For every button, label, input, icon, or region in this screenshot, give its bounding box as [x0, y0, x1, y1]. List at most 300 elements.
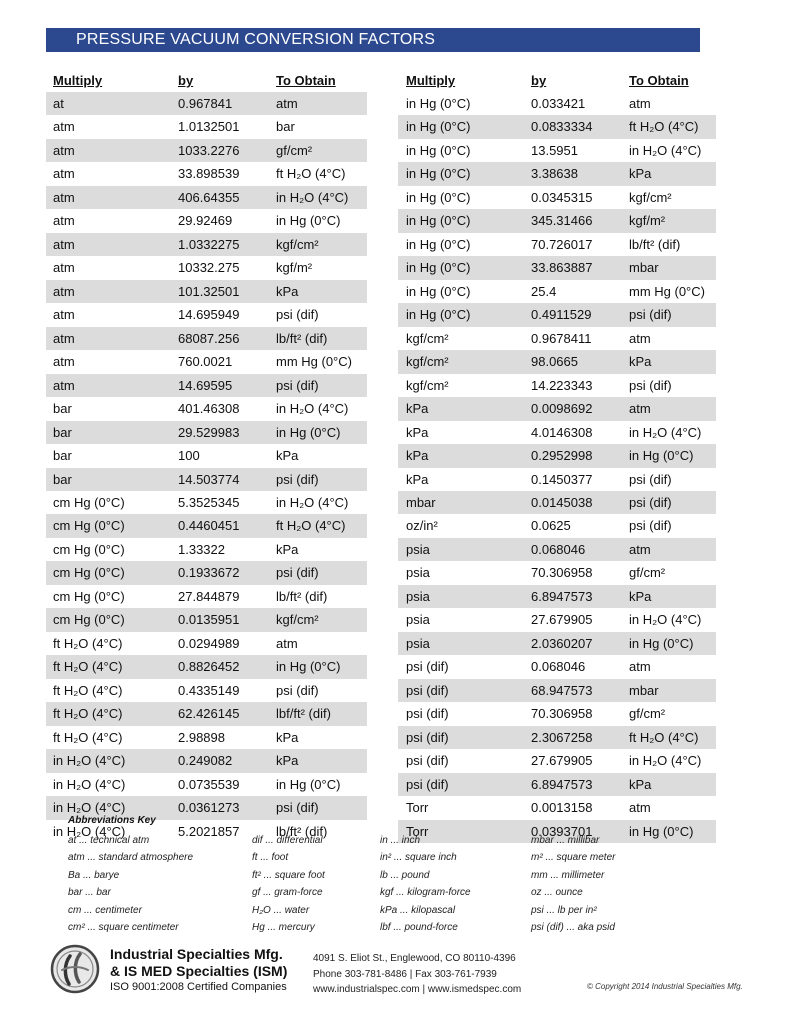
multiply-cell: atm	[53, 283, 75, 299]
header-by: by	[178, 73, 194, 88]
website-links[interactable]: www.industrialspec.com | www.ismedspec.com	[313, 984, 522, 995]
table-row	[46, 303, 367, 326]
table-row	[398, 421, 716, 444]
abbreviation-item: in² ... square inch	[380, 852, 457, 864]
factor-cell: 3.38638	[531, 166, 578, 182]
table-row	[46, 632, 367, 655]
obtain-cell: atm	[629, 800, 651, 816]
factor-cell: 1.0132501	[178, 119, 240, 135]
obtain-cell: in Hg (0°C)	[276, 776, 341, 792]
header-multiply: Multiply	[53, 73, 103, 88]
contact-info	[313, 951, 521, 998]
multiply-cell: psi (dif)	[406, 729, 449, 745]
table-row	[398, 233, 716, 256]
abbreviation-item: psi (dif) ... aka psid	[531, 921, 615, 933]
obtain-cell: ft H₂O (4°C)	[629, 119, 699, 135]
multiply-cell: Torr	[406, 800, 429, 816]
page-title: PRESSURE VACUUM CONVERSION FACTORS	[46, 28, 700, 52]
table-row	[46, 773, 367, 796]
table-row	[398, 374, 716, 397]
table-row	[46, 233, 367, 256]
obtain-cell: in Hg (0°C)	[276, 424, 341, 440]
factor-cell: 0.0135951	[178, 612, 240, 628]
factor-cell: 0.0393701	[531, 823, 593, 839]
factor-cell: 98.0665	[531, 354, 578, 370]
multiply-cell: ft H₂O (4°C)	[53, 635, 123, 651]
table-row	[398, 632, 716, 655]
multiply-cell: in Hg (0°C)	[406, 189, 471, 205]
factor-cell: 0.1933672	[178, 565, 240, 581]
abbreviation-item: H₂O ... water	[252, 904, 310, 916]
table-row	[398, 444, 716, 467]
obtain-cell: psi (dif)	[276, 682, 319, 698]
factor-cell: 1.33322	[178, 541, 225, 557]
obtain-cell: kPa	[629, 588, 652, 604]
factor-cell: 0.0361273	[178, 800, 240, 816]
factor-cell: 0.068046	[531, 659, 586, 675]
obtain-cell: in Hg (0°C)	[276, 213, 341, 229]
multiply-cell: at	[53, 96, 64, 111]
factor-cell: 10332.275	[178, 260, 240, 276]
obtain-cell: in H₂O (4°C)	[276, 494, 349, 510]
multiply-cell: kPa	[406, 471, 429, 487]
multiply-cell: psi (dif)	[406, 659, 449, 675]
table-row	[46, 514, 367, 537]
multiply-cell: psia	[406, 635, 430, 651]
factor-cell: 0.967841	[178, 96, 233, 111]
factor-cell: 0.0625	[531, 518, 571, 534]
factor-cell: 0.0735539	[178, 776, 240, 792]
copyright: © Copyright 2014 Industrial Specialties Mfg.	[587, 982, 743, 991]
multiply-cell: in Hg (0°C)	[406, 166, 471, 182]
factor-cell: 0.1450377	[531, 471, 593, 487]
table-row	[398, 209, 716, 232]
abbreviation-item: oz ... ounce	[531, 887, 583, 899]
abbreviation-item: atm ... standard atmosphere	[68, 852, 194, 864]
obtain-cell: atm	[629, 659, 651, 675]
multiply-cell: atm	[53, 213, 75, 229]
obtain-cell: psi (dif)	[276, 565, 319, 581]
multiply-cell: bar	[53, 424, 72, 440]
table-row	[398, 796, 716, 819]
multiply-cell: ft H₂O (4°C)	[53, 659, 123, 675]
multiply-cell: kPa	[406, 401, 429, 417]
obtain-cell: in H₂O (4°C)	[276, 189, 349, 205]
obtain-cell: atm	[276, 635, 298, 651]
factor-cell: 33.863887	[531, 260, 593, 276]
factor-cell: 5.2021857	[178, 823, 240, 839]
table-row	[398, 327, 716, 350]
obtain-cell: gf/cm²	[276, 142, 313, 158]
factor-cell: 0.2952998	[531, 448, 593, 464]
table-row	[398, 139, 716, 162]
multiply-cell: cm Hg (0°C)	[53, 518, 125, 534]
abbreviation-item: kPa ... kilopascal	[380, 904, 456, 916]
obtain-cell: in Hg (0°C)	[629, 823, 694, 839]
multiply-cell: kgf/cm²	[406, 354, 449, 370]
table-header	[46, 70, 367, 92]
obtain-cell: kPa	[276, 541, 299, 557]
obtain-cell: kPa	[276, 753, 299, 769]
multiply-cell: atm	[53, 236, 75, 252]
table-row	[46, 561, 367, 584]
table-row	[46, 726, 367, 749]
table-row	[46, 585, 367, 608]
obtain-cell: atm	[276, 96, 298, 111]
abbreviation-item: mbar ... millibar	[531, 835, 600, 846]
obtain-cell: in H₂O (4°C)	[629, 142, 702, 158]
table-row	[398, 726, 716, 749]
factor-cell: 2.98898	[178, 729, 225, 745]
obtain-cell: in H₂O (4°C)	[629, 424, 702, 440]
factor-cell: 0.4335149	[178, 682, 240, 698]
abbreviation-item: dif ... differential	[252, 835, 323, 846]
multiply-cell: Torr	[406, 823, 429, 839]
factor-cell: 100	[178, 448, 200, 464]
header-to-obtain: To Obtain	[629, 73, 689, 88]
factor-cell: 29.92469	[178, 213, 233, 229]
table-row	[46, 186, 367, 209]
factor-cell: 68.947573	[531, 682, 593, 698]
obtain-cell: atm	[629, 541, 651, 557]
multiply-cell: mbar	[406, 494, 436, 510]
table-row	[46, 162, 367, 185]
factor-cell: 70.306958	[531, 565, 593, 581]
multiply-cell: atm	[53, 307, 75, 323]
factor-cell: 27.679905	[531, 753, 593, 769]
factor-cell: 0.0833334	[531, 119, 593, 135]
table-row	[398, 303, 716, 326]
obtain-cell: psi (dif)	[629, 518, 672, 534]
multiply-cell: kgf/cm²	[406, 330, 449, 346]
obtain-cell: bar	[276, 119, 295, 135]
table-body	[398, 92, 716, 843]
multiply-cell: psia	[406, 565, 430, 581]
obtain-cell: ft H₂O (4°C)	[629, 729, 699, 745]
abbreviation-item: psi ... lb per in²	[531, 904, 597, 916]
obtain-cell: psi (dif)	[276, 471, 319, 487]
factor-cell: 0.0345315	[531, 189, 593, 205]
address: 4091 S. Eliot St., Englewood, CO 80110-4396	[313, 953, 516, 964]
obtain-cell: gf/cm²	[629, 706, 666, 722]
factor-cell: 0.0098692	[531, 401, 593, 417]
table-row	[398, 702, 716, 725]
abbreviations-title: Abbreviations Key	[68, 815, 156, 826]
conversion-table-left	[46, 70, 367, 843]
obtain-cell: psi (dif)	[276, 377, 319, 393]
obtain-cell: ft H₂O (4°C)	[276, 166, 346, 182]
company-name: Industrial Specialties Mfg.	[110, 946, 283, 962]
table-row	[398, 491, 716, 514]
table-row	[398, 115, 716, 138]
obtain-cell: mbar	[629, 682, 659, 698]
factor-cell: 0.249082	[178, 753, 233, 769]
factor-cell: 70.306958	[531, 706, 593, 722]
conversion-table-right	[398, 70, 716, 843]
abbreviation-item: at ... technical atm	[68, 835, 150, 846]
obtain-cell: gf/cm²	[629, 565, 666, 581]
factor-cell: 1033.2276	[178, 142, 240, 158]
multiply-cell: psia	[406, 612, 430, 628]
abbreviations-column	[531, 832, 615, 936]
multiply-cell: ft H₂O (4°C)	[53, 729, 123, 745]
table-row	[398, 256, 716, 279]
multiply-cell: cm Hg (0°C)	[53, 565, 125, 581]
table-row	[398, 186, 716, 209]
abbreviation-item: mm ... millimeter	[531, 869, 605, 881]
table-header	[398, 70, 716, 92]
factor-cell: 406.64355	[178, 189, 240, 205]
multiply-cell: atm	[53, 330, 75, 346]
multiply-cell: psi (dif)	[406, 706, 449, 722]
multiply-cell: ft H₂O (4°C)	[53, 706, 123, 722]
abbreviations-column	[68, 832, 193, 936]
factor-cell: 0.0013158	[531, 800, 593, 816]
abbreviations-column	[252, 832, 325, 936]
factor-cell: 0.0145038	[531, 494, 593, 510]
factor-cell: 0.068046	[531, 541, 586, 557]
obtain-cell: mm Hg (0°C)	[276, 354, 352, 370]
multiply-cell: kgf/cm²	[406, 377, 449, 393]
multiply-cell: kPa	[406, 424, 429, 440]
table-row	[46, 92, 367, 115]
multiply-cell: psi (dif)	[406, 682, 449, 698]
obtain-cell: lb/ft² (dif)	[629, 236, 681, 252]
obtain-cell: lbf/ft² (dif)	[276, 706, 331, 722]
factor-cell: 14.223343	[531, 377, 593, 393]
obtain-cell: in Hg (0°C)	[629, 448, 694, 464]
multiply-cell: in H₂O (4°C)	[53, 753, 126, 769]
company-name-block	[110, 946, 287, 995]
abbreviation-item: cm² ... square centimeter	[68, 921, 179, 933]
obtain-cell: in Hg (0°C)	[276, 659, 341, 675]
table-row	[46, 256, 367, 279]
abbreviation-item: in ... inch	[380, 835, 421, 846]
factor-cell: 70.726017	[531, 236, 593, 252]
obtain-cell: kgf/cm²	[276, 236, 319, 252]
multiply-cell: cm Hg (0°C)	[53, 588, 125, 604]
factor-cell: 25.4	[531, 283, 557, 299]
factor-cell: 760.0021	[178, 354, 233, 370]
obtain-cell: mbar	[629, 260, 659, 276]
abbreviation-item: Ba ... barye	[68, 869, 120, 881]
multiply-cell: cm Hg (0°C)	[53, 541, 125, 557]
obtain-cell: mm Hg (0°C)	[629, 283, 705, 299]
obtain-cell: lb/ft² (dif)	[276, 330, 328, 346]
multiply-cell: in Hg (0°C)	[406, 96, 471, 111]
multiply-cell: atm	[53, 119, 75, 135]
table-row	[46, 444, 367, 467]
multiply-cell: bar	[53, 448, 72, 464]
factor-cell: 0.0294989	[178, 635, 240, 651]
multiply-cell: cm Hg (0°C)	[53, 494, 125, 510]
multiply-cell: in Hg (0°C)	[406, 283, 471, 299]
obtain-cell: psi (dif)	[276, 800, 319, 816]
table-row	[398, 538, 716, 561]
multiply-cell: atm	[53, 189, 75, 205]
obtain-cell: kgf/m²	[629, 213, 666, 229]
multiply-cell: psi (dif)	[406, 753, 449, 769]
abbreviation-item: lb ... pound	[380, 869, 430, 881]
table-row	[46, 350, 367, 373]
multiply-cell: psia	[406, 541, 430, 557]
table-row	[398, 162, 716, 185]
factor-cell: 0.8826452	[178, 659, 240, 675]
abbreviation-item: ft² ... square foot	[252, 869, 325, 881]
table-row	[46, 702, 367, 725]
multiply-cell: in Hg (0°C)	[406, 119, 471, 135]
multiply-cell: psia	[406, 588, 430, 604]
table-row	[398, 679, 716, 702]
company-name-secondary: & IS MED Specialties (ISM)	[110, 963, 288, 979]
factor-cell: 345.31466	[531, 213, 593, 229]
abbreviation-item: Hg ... mercury	[252, 921, 315, 933]
table-body	[46, 92, 367, 843]
obtain-cell: atm	[629, 96, 651, 111]
obtain-cell: psi (dif)	[276, 307, 319, 323]
obtain-cell: lb/ft² (dif)	[276, 588, 328, 604]
table-row	[46, 468, 367, 491]
multiply-cell: in H₂O (4°C)	[53, 776, 126, 792]
multiply-cell: psi (dif)	[406, 776, 449, 792]
factor-cell: 0.4460451	[178, 518, 240, 534]
header-to-obtain: To Obtain	[276, 73, 336, 88]
obtain-cell: in H₂O (4°C)	[629, 753, 702, 769]
multiply-cell: in Hg (0°C)	[406, 142, 471, 158]
obtain-cell: kPa	[276, 729, 299, 745]
table-row	[46, 538, 367, 561]
obtain-cell: kPa	[629, 166, 652, 182]
table-row	[46, 209, 367, 232]
abbreviations-column	[380, 832, 471, 936]
factor-cell: 6.8947573	[531, 776, 593, 792]
multiply-cell: in Hg (0°C)	[406, 260, 471, 276]
certification-text: ISO 9001:2008 Certified Companies	[110, 981, 287, 993]
table-row	[398, 773, 716, 796]
table-row	[398, 608, 716, 631]
multiply-cell: ft H₂O (4°C)	[53, 682, 123, 698]
multiply-cell: in H₂O (4°C)	[53, 823, 126, 839]
multiply-cell: atm	[53, 377, 75, 393]
factor-cell: 4.0146308	[531, 424, 593, 440]
obtain-cell: kPa	[629, 776, 652, 792]
obtain-cell: psi (dif)	[629, 377, 672, 393]
obtain-cell: psi (dif)	[629, 307, 672, 323]
phone-fax: Phone 303-781-8486 | Fax 303-761-7939	[313, 968, 497, 980]
factor-cell: 6.8947573	[531, 588, 593, 604]
table-row	[46, 115, 367, 138]
factor-cell: 14.503774	[178, 471, 240, 487]
multiply-cell: atm	[53, 142, 75, 158]
obtain-cell: atm	[629, 401, 651, 417]
multiply-cell: atm	[53, 260, 75, 276]
table-row	[46, 655, 367, 678]
table-row	[46, 421, 367, 444]
table-row	[398, 92, 716, 115]
table-row	[398, 749, 716, 772]
table-row	[398, 561, 716, 584]
obtain-cell: ft H₂O (4°C)	[276, 518, 346, 534]
factor-cell: 14.69595	[178, 377, 233, 393]
obtain-cell: in Hg (0°C)	[629, 635, 694, 651]
obtain-cell: kPa	[276, 283, 299, 299]
obtain-cell: in H₂O (4°C)	[629, 612, 702, 628]
obtain-cell: kPa	[629, 354, 652, 370]
factor-cell: 2.3067258	[531, 729, 593, 745]
factor-cell: 2.0360207	[531, 635, 593, 651]
table-row	[398, 468, 716, 491]
factor-cell: 62.426145	[178, 706, 240, 722]
abbreviation-item: m² ... square meter	[531, 852, 616, 864]
abbreviation-item: kgf ... kilogram-force	[380, 887, 471, 899]
multiply-cell: in Hg (0°C)	[406, 307, 471, 323]
multiply-cell: in Hg (0°C)	[406, 236, 471, 252]
obtain-cell: atm	[629, 330, 651, 346]
obtain-cell: kgf/cm²	[629, 189, 672, 205]
factor-cell: 5.3525345	[178, 494, 240, 510]
factor-cell: 14.695949	[178, 307, 240, 323]
header-by: by	[531, 73, 547, 88]
factor-cell: 1.0332275	[178, 236, 240, 252]
table-row	[398, 585, 716, 608]
obtain-cell: lb/ft² (dif)	[276, 823, 328, 839]
factor-cell: 33.898539	[178, 166, 240, 182]
factor-cell: 401.46308	[178, 401, 240, 417]
abbreviation-item: ft ... foot	[252, 852, 289, 864]
factor-cell: 29.529983	[178, 424, 240, 440]
table-row	[46, 608, 367, 631]
table-row	[46, 280, 367, 303]
table-row	[46, 139, 367, 162]
table-row	[398, 350, 716, 373]
factor-cell: 27.679905	[531, 612, 593, 628]
abbreviation-item: lbf ... pound-force	[380, 921, 458, 933]
factor-cell: 0.9678411	[531, 330, 592, 346]
multiply-cell: oz/in²	[406, 518, 438, 534]
multiply-cell: kPa	[406, 448, 429, 464]
abbreviation-item: gf ... gram-force	[252, 887, 323, 899]
table-row	[46, 679, 367, 702]
table-row	[46, 327, 367, 350]
table-row	[398, 397, 716, 420]
factor-cell: 13.5951	[531, 142, 578, 158]
factor-cell: 27.844879	[178, 588, 240, 604]
factor-cell: 68087.256	[178, 330, 240, 346]
factor-cell: 101.32501	[178, 283, 240, 299]
multiply-cell: in H₂O (4°C)	[53, 800, 126, 816]
factor-cell: 0.4911529	[531, 307, 592, 323]
multiply-cell: atm	[53, 354, 75, 370]
table-row	[398, 514, 716, 537]
company-logo-icon	[50, 944, 100, 994]
obtain-cell: kgf/m²	[276, 260, 313, 276]
abbreviation-item: bar ... bar	[68, 887, 111, 899]
table-row	[46, 491, 367, 514]
table-row	[46, 374, 367, 397]
multiply-cell: atm	[53, 166, 75, 182]
obtain-cell: in H₂O (4°C)	[276, 401, 349, 417]
header-multiply: Multiply	[406, 73, 456, 88]
obtain-cell: psi (dif)	[629, 471, 672, 487]
multiply-cell: bar	[53, 401, 72, 417]
obtain-cell: kgf/cm²	[276, 612, 319, 628]
multiply-cell: bar	[53, 471, 72, 487]
obtain-cell: kPa	[276, 448, 299, 464]
table-row	[46, 749, 367, 772]
table-row	[46, 397, 367, 420]
abbreviation-item: cm ... centimeter	[68, 904, 142, 916]
obtain-cell: psi (dif)	[629, 494, 672, 510]
